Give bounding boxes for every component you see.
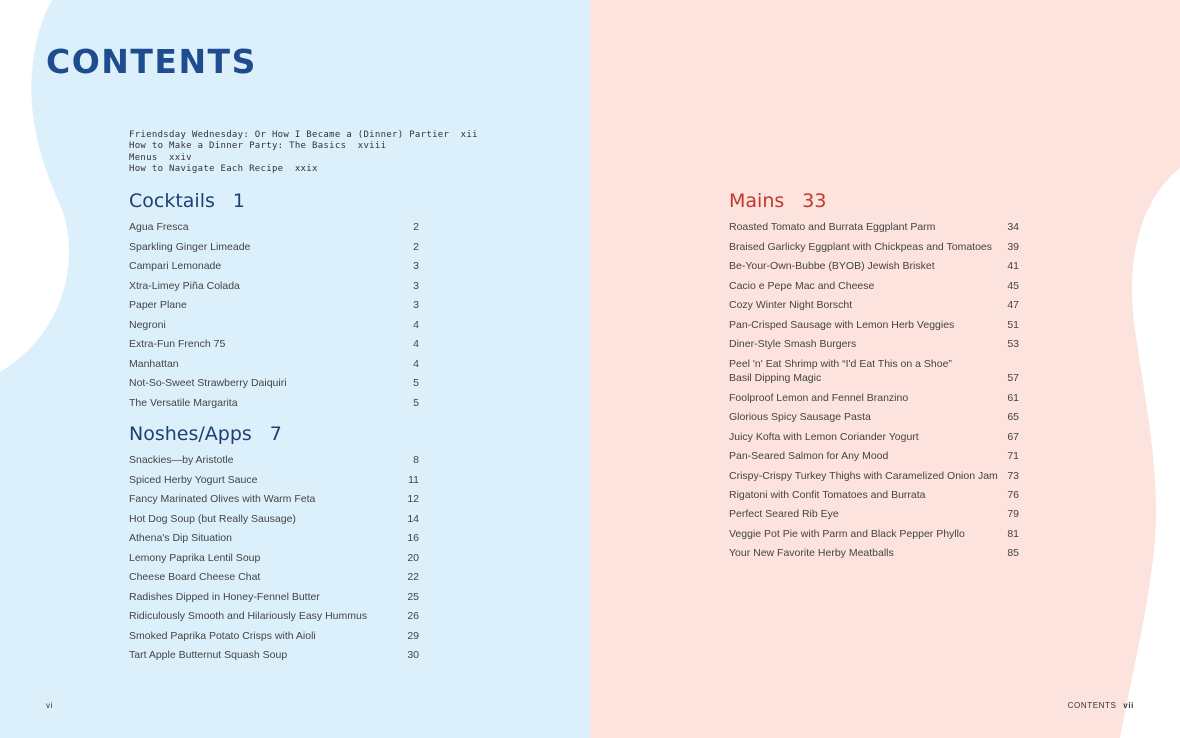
entry-title: Paper Plane	[129, 299, 187, 312]
entry-title: Not-So-Sweet Strawberry Daiquiri	[129, 377, 287, 390]
entry-title: Tart Apple Butternut Squash Soup	[129, 649, 288, 662]
entry-page: 30	[407, 649, 419, 662]
entry-page: 11	[408, 473, 419, 486]
toc-entry[interactable]	[729, 296, 1019, 315]
entry-title: Campari Lemonade	[129, 260, 222, 273]
entry-page: 45	[1007, 279, 1019, 292]
entry-page: 4	[413, 357, 419, 370]
folio-left: vi	[46, 701, 53, 710]
entry-page: 4	[413, 318, 419, 331]
entry-title: Cozy Winter Night Borscht	[729, 299, 853, 312]
toc-entry[interactable]	[129, 296, 419, 315]
front-matter-entry[interactable]: Friendsday Wednesday: Or How I Became a (Dinner) Partier xii	[129, 130, 478, 140]
entry-title: Rigatoni with Confit Tomatoes and Burrata	[729, 488, 926, 501]
toc-entry[interactable]	[729, 486, 1019, 505]
toc-entry[interactable]	[129, 548, 419, 567]
entry-title: Athena's Dip Situation	[129, 532, 232, 545]
entry-title: Peel 'n' Eat Shrimp with “I'd Eat This on a Shoe” Basil Dipping Magic	[729, 357, 952, 385]
entry-page: 41	[1007, 260, 1019, 273]
entry-title: Juicy Kofta with Lemon Coriander Yogurt	[729, 430, 919, 443]
entry-page: 8	[413, 454, 419, 467]
entry-page: 85	[1007, 547, 1019, 560]
toc-entry[interactable]	[129, 354, 419, 373]
section-name: Noshes/Apps	[129, 423, 252, 445]
entry-page: 67	[1007, 430, 1019, 443]
entry-page: 81	[1007, 527, 1019, 540]
entry-page: 3	[413, 299, 419, 312]
entry-page: 76	[1007, 488, 1019, 501]
entry-title: Pan-Seared Salmon for Any Mood	[729, 450, 889, 463]
entry-page: 25	[407, 590, 419, 603]
entry-title: Ridiculously Smooth and Hilariously Easy Hummus	[129, 610, 368, 623]
section-mains	[729, 188, 1019, 564]
entry-page: 39	[1007, 240, 1019, 253]
entry-page: 4	[413, 338, 419, 351]
toc-entry[interactable]	[729, 315, 1019, 334]
toc-entry[interactable]	[129, 587, 419, 606]
entry-title: Cacio e Pepe Mac and Cheese	[729, 279, 875, 292]
toc-entry[interactable]	[129, 607, 419, 626]
toc-entry[interactable]	[729, 218, 1019, 237]
entry-list	[129, 451, 419, 665]
front-matter-entry[interactable]: How to Navigate Each Recipe xxix	[129, 164, 318, 175]
entry-title: Radishes Dipped in Honey-Fennel Butter	[129, 590, 320, 603]
entry-title: Spiced Herby Yogurt Sauce	[129, 473, 258, 486]
folio-page-number: vii	[1123, 701, 1134, 710]
entry-page: 5	[413, 377, 419, 390]
entry-list	[729, 218, 1019, 564]
entry-title: Your New Favorite Herby Meatballs	[729, 547, 894, 560]
section-page: 7	[269, 423, 282, 445]
entry-title: Glorious Spicy Sausage Pasta	[729, 411, 871, 424]
toc-entry[interactable]	[129, 529, 419, 548]
toc-entry[interactable]	[129, 276, 419, 295]
entry-title: Manhattan	[129, 357, 179, 370]
entry-title: Perfect Seared Rib Eye	[729, 508, 839, 521]
folio-running-head: CONTENTS	[1067, 701, 1117, 710]
entry-title: Sparkling Ginger Limeade	[129, 240, 251, 253]
entry-page: 51	[1007, 318, 1019, 331]
entry-page: 3	[413, 279, 419, 292]
entry-title: Smoked Paprika Potato Crisps with Aioli	[129, 629, 316, 642]
toc-entry[interactable]	[129, 218, 419, 237]
entry-page: 53	[1007, 338, 1019, 351]
entry-page: 14	[407, 512, 419, 525]
entry-page: 26	[407, 610, 419, 623]
entry-title: Veggie Pot Pie with Parm and Black Pepper Phyllo	[729, 527, 965, 540]
toc-entry[interactable]	[129, 335, 419, 354]
entry-page: 57	[1007, 372, 1019, 385]
entry-title: Crispy-Crispy Turkey Thighs with Caramelized Onion Jam	[729, 469, 998, 482]
entry-page: 2	[413, 240, 419, 253]
toc-entry[interactable]	[729, 237, 1019, 256]
entry-page: 65	[1007, 411, 1019, 424]
toc-entry[interactable]	[129, 568, 419, 587]
section-noshes-apps	[129, 421, 419, 665]
toc-entry[interactable]	[129, 393, 419, 412]
entry-title: Extra-Fun French 75	[129, 338, 226, 351]
entry-page: 47	[1007, 299, 1019, 312]
entry-title: Lemony Paprika Lentil Soup	[129, 551, 261, 564]
entry-title: Xtra-Limey Piña Colada	[129, 279, 240, 292]
toc-entry[interactable]	[129, 257, 419, 276]
entry-list	[129, 218, 419, 413]
toc-entry[interactable]	[729, 525, 1019, 544]
entry-title: Snackies—by Aristotle	[129, 454, 234, 467]
toc-entry[interactable]	[129, 451, 419, 470]
entry-page: 16	[407, 532, 419, 545]
toc-entry[interactable]	[729, 354, 1019, 388]
entry-page: 12	[407, 493, 419, 506]
toc-entry[interactable]	[729, 257, 1019, 276]
entry-title: Foolproof Lemon and Fennel Branzino	[729, 391, 909, 404]
toc-entry[interactable]	[129, 646, 419, 665]
section-name: Mains	[729, 190, 785, 212]
entry-page: 5	[413, 396, 419, 409]
entry-page: 73	[1007, 469, 1019, 482]
toc-entry[interactable]	[729, 447, 1019, 466]
section-page: 1	[232, 190, 245, 212]
folio-right	[1068, 701, 1134, 710]
toc-entry[interactable]	[129, 626, 419, 645]
entry-page: 71	[1007, 450, 1019, 463]
entry-page: 29	[407, 629, 419, 642]
section-heading	[129, 421, 419, 447]
toc-entry[interactable]	[129, 490, 419, 509]
entry-title: Agua Fresca	[129, 221, 189, 234]
front-matter-entry[interactable]: Menus xxiv	[129, 152, 192, 163]
toc-entry[interactable]	[129, 315, 419, 334]
entry-title: Be-Your-Own-Bubbe (BYOB) Jewish Brisket	[729, 260, 935, 273]
toc-entry[interactable]	[729, 388, 1019, 407]
toc-entry[interactable]	[729, 427, 1019, 446]
front-matter-entry[interactable]: How to Make a Dinner Party: The Basics xviii	[129, 141, 387, 152]
page-title: CONTENTS	[46, 42, 257, 81]
entry-page: 79	[1007, 508, 1019, 521]
entry-title: Fancy Marinated Olives with Warm Feta	[129, 493, 316, 506]
entry-title: Braised Garlicky Eggplant with Chickpeas and Tomatoes	[729, 240, 993, 253]
entry-title: Hot Dog Soup (but Really Sausage)	[129, 512, 296, 525]
entry-page: 34	[1007, 221, 1019, 234]
toc-entry[interactable]	[729, 335, 1019, 354]
entry-title: Diner-Style Smash Burgers	[729, 338, 857, 351]
entry-page: 3	[413, 260, 419, 273]
section-heading	[129, 188, 419, 214]
toc-entry[interactable]	[129, 374, 419, 393]
entry-page: 22	[407, 571, 419, 584]
section-name: Cocktails	[129, 190, 215, 212]
entry-title: Roasted Tomato and Burrata Eggplant Parm	[729, 221, 936, 234]
entry-page: 2	[413, 221, 419, 234]
toc-entry[interactable]	[129, 237, 419, 256]
section-cocktails	[129, 188, 419, 413]
entry-page: 20	[407, 551, 419, 564]
entry-title: Pan-Crisped Sausage with Lemon Herb Veggies	[729, 318, 955, 331]
section-heading	[729, 188, 1019, 214]
toc-entry[interactable]	[129, 509, 419, 528]
entry-page: 61	[1007, 391, 1019, 404]
toc-entry[interactable]	[729, 276, 1019, 295]
section-page: 33	[802, 190, 827, 212]
toc-entry[interactable]	[129, 470, 419, 489]
toc-entry[interactable]	[729, 408, 1019, 427]
entry-title: Negroni	[129, 318, 166, 331]
toc-entry[interactable]	[729, 505, 1019, 524]
entry-title: The Versatile Margarita	[129, 396, 238, 409]
front-matter-list	[129, 130, 489, 176]
toc-entry[interactable]	[729, 544, 1019, 563]
toc-entry[interactable]	[729, 466, 1019, 485]
entry-title: Cheese Board Cheese Chat	[129, 571, 261, 584]
